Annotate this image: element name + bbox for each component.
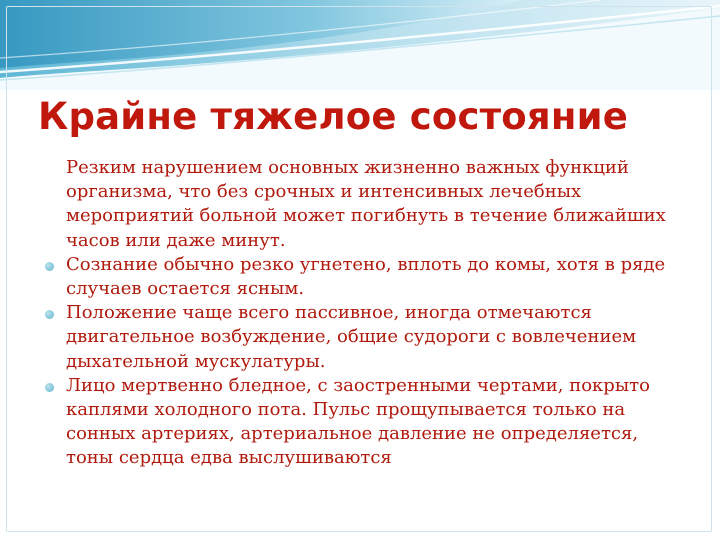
list-item bbox=[40, 253, 680, 301]
list-item bbox=[40, 156, 680, 253]
list-item-text: Лицо мертвенно бледное, с заостренными чертами, покрыто каплями холодного пота. Пульс прощупывается только на сонных артериях, артериальное давление не определяется, тоны сердца едва выслушиваются bbox=[66, 374, 650, 469]
bullet-list bbox=[40, 156, 680, 471]
bullet-icon bbox=[45, 262, 54, 271]
list-item-text: Резким нарушением основных жизненно важных функций организма, что без срочных и интенсивных лечебных мероприятий больной может погибнуть в течение ближайших часов или даже минут. bbox=[66, 157, 666, 251]
list-item bbox=[40, 301, 680, 374]
bullet-icon bbox=[45, 310, 54, 319]
list-item-text: Положение чаще всего пассивное, иногда отмечаются двигательное возбуждение, общие судороги с вовлечением дыхательной мускулатуры. bbox=[66, 302, 637, 372]
slide-title: Крайне тяжелое состояние bbox=[38, 95, 629, 138]
list-item-text: Сознание обычно резко угнетено, вплоть до комы, хотя в ряде случаев остается ясным. bbox=[66, 253, 666, 300]
list-item bbox=[40, 374, 680, 471]
bullet-icon bbox=[45, 383, 54, 392]
